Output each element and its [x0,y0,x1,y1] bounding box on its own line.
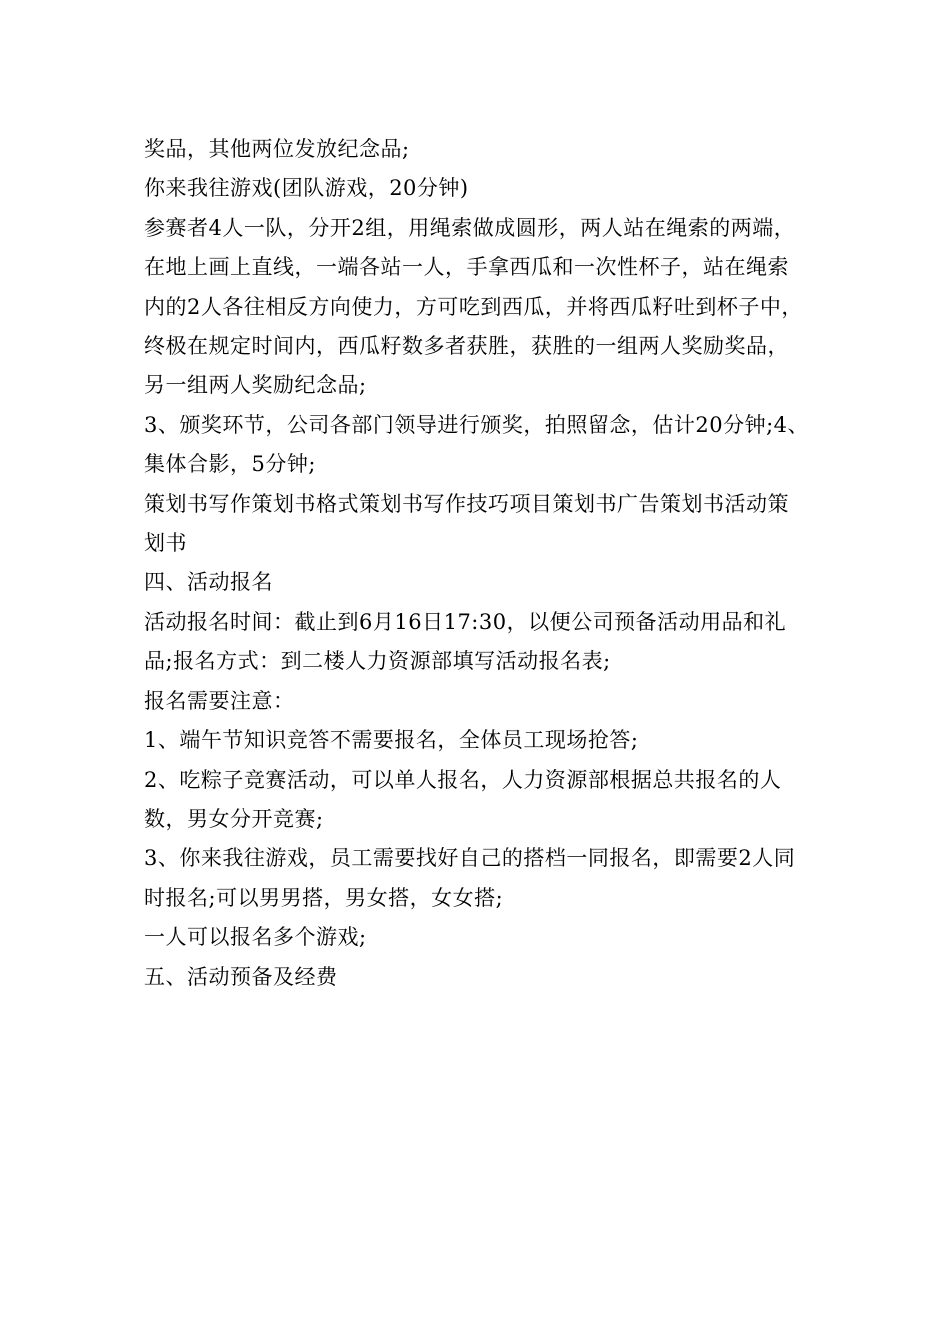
section-heading-registration: 四、活动报名 [144,570,273,595]
paragraph-note-2: 2、吃粽子竞赛活动，可以单人报名，人力资源部根据总共报名的人数，男女分开竞赛; [144,767,782,831]
paragraph-registration-time: 活动报名时间：截止到6月16日17:30，以便公司预备活动用品和礼品;报名方式：到二楼人力资源部填写活动报名表; [144,609,787,674]
paragraph-multiple-games: 一人可以报名多个游戏; [144,925,367,950]
paragraph-note-3: 3、你来我往游戏，员工需要找好自己的搭档一同报名，即需要2人同时报名;可以男男搭，男女搭，女女搭; [144,846,796,910]
document-body [144,130,810,997]
section-heading-preparation: 五、活动预备及经费 [144,964,338,989]
paragraph-keywords: 策划书写作策划书格式策划书写作技巧项目策划书广告策划书活动策划书 [144,491,789,556]
paragraph-game-title: 你来我往游戏(团队游戏，20分钟) [144,176,469,201]
paragraph-registration-notes-heading: 报名需要注意： [144,688,295,713]
paragraph-prize-continuation: 奖品，其他两位发放纪念品; [144,137,410,161]
paragraph-note-1: 1、端午节知识竞答不需要报名，全体员工现场抢答; [144,728,639,753]
paragraph-award-ceremony: 3、颁奖环节，公司各部门领导进行颁奖，拍照留念，估计20分钟;4、集体合影，5分钟; [144,412,810,477]
paragraph-game-rules: 参赛者4人一队，分开2组，用绳索做成圆形，两人站在绳索的两端，在地上画上直线，一端各站一人，手拿西瓜和一次性杯子，站在绳索内的2人各往相反方向使力，方可吃到西瓜，并将西瓜籽吐到杯子中，终极在规定时间内，西瓜籽数多者获胜，获胜的一组两人奖励奖品，另一组两人奖励纪念品; [144,215,803,398]
